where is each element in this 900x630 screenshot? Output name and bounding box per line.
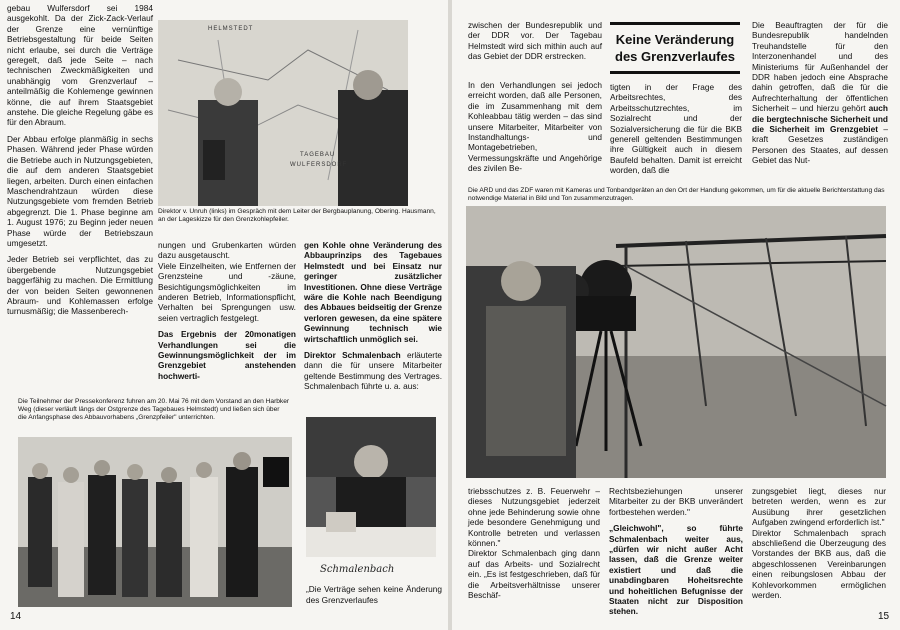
page-number-right: 15 (878, 611, 890, 622)
right-col3-paragraph (752, 20, 888, 166)
left-col1-paragraph-1: gebau Wulfersdorf sei 1984 ausgekohlt. Da der Zick-Zack-Verlauf der Grenze eine vernünftige Betriebsgestaltung für beide Seiten nicht erlaube, sei durch die Verträge geregelt, daß jede Seite – nach technischen Zweckmäßigkeiten und unabhängig vom Grenzverlauf – anteilmäßig die Kohlemenge gewinnen könne, die auf ihrem Staatsgebiet anstehe. Die gleiche Regelung gäbe es für den Abraum. (7, 3, 153, 128)
left-col3-rest: erläuterte dann die für unsere Mitarbeiter geltende Bestimmung des Vertrages. Schmalenbach führte u. a. aus: (304, 350, 442, 392)
left-col2-text: nungen und Grubenkarten würden dazu ausgetauscht. Viele Einzelheiten, wie Entfernen der Grenzsteine und -zäune, Besichtigungsmöglichkeiten im anderen Betrieb, Informationspflicht, Verhalten bei Sprengungen usw. seien vertraglich festgelegt. (158, 240, 296, 323)
left-col2-bold-text: Das Ergebnis der 20monatigen Verhandlungen sei die Gewinnungsmöglichkeit der im Grenzgebiet anstehenden hochwerti- (158, 329, 296, 381)
right-col3-and: – und hierzu gehört (788, 103, 869, 114)
left-column-2 (158, 240, 296, 400)
page-number-left: 14 (10, 611, 22, 622)
right-col1-mid: In den Verhandlungen sei jedoch erreicht worden, daß alle Personen, die im Zusammenhang mit dem Kohleabbau tätig werden – das sind unsere Mitarbeiter, Mitarbeiter von Instandhaltungs- und Montagebetrieben, Vermessungskräfte und Angehörige des zivilen Be- (468, 80, 602, 174)
camera-photo-caption: Die ARD und das ZDF waren mit Kameras und Tonbandgeräten an den Ort der Handlung gekommen, um für die aktuelle Berichterstattung das notwendige Material in Bild und Ton zusammenzutragen. (468, 187, 885, 202)
tv-camera-crew-photo (466, 206, 886, 478)
map-photo-caption: Direktor v. Unruh (links) im Gespräch mit dem Leiter der Bergbauplanung, Obering. Hausmann, an der Lageskizze für den Grenzkohlepfeiler. (158, 208, 436, 223)
map-label-tagebau: TAGEBAU (300, 152, 336, 158)
right-page (452, 0, 900, 630)
left-column-3 (304, 240, 442, 412)
map-label-helmstedt: HELMSTEDT (208, 26, 254, 32)
right-bottom-col2-bold: „Gleichwohl", so führte Schmalenbach weiter aus, „dürfen wir nicht außer Acht lassen, daß die Grenze weiter existiert und daß die unabdingbaren Hoheitsrechte und hoheitlichen Befugnisse der Staaten nicht zur Disposition stehen. (609, 523, 743, 617)
right-bottom-col3-text: zungsgebiet liegt, dieses nur betreten werden, wenn es zur Ausübung ihrer gesetzlichen Aufgaben zwingend erforderlich ist." Direktor Schmalenbach sprach abschließend die Überzeugung des Vorstandes der BKB aus, daß die abgeschlossenen Vereinbarungen einen reibungslosen Abbau der Kohlevorkommen ermöglichen werden. (752, 486, 886, 601)
right-bottom-col1 (468, 486, 600, 610)
handwritten-signature: Schmalenbach (320, 564, 395, 575)
right-col3 (752, 20, 888, 186)
left-col3-bold-text: gen Kohle ohne Veränderung des Abbauprinzips des Tagebaues Helmstedt und bei Einsatz nur geringer zusätzlicher Investitionen. Ohne diese Verträge wäre die Kohle nach Beendigung des Abbaues beidseitig der Grenze verloren gewesen, da eine spätere Gewinnung technisch wie wirtschaftlich unmöglich sei. (304, 240, 443, 344)
right-col3-tail: – kraft Gesetzes zuständigen Personen des Staates, auf dessen Gebiet das Nut- (752, 124, 888, 166)
right-bottom-col3 (752, 486, 886, 610)
right-bottom-col1-text: triebsschutzes z. B. Feuerwehr – dieses Nutzungsgebiet jederzeit ohne jede Behinderung sowie ohne jede besondere Genehmigung und Kontrolle betreten und verlassen können." Direktor Schmalenbach ging dann auf das Arbeits- und Sozialrecht ein. „Es ist festgeschrieben, daß für die Arbeitsverhältnisse unserer Beschäf- (468, 486, 600, 601)
schmalenbach-portrait-photo (306, 417, 436, 557)
right-bottom-col2-text: Rechtsbeziehungen unserer Mitarbeiter zu der BKB unverändert fortbestehen werden." (609, 486, 743, 517)
map-discussion-photo (158, 20, 408, 206)
left-page (0, 0, 448, 630)
map-label-wulfersdorf: WULFERSDORF (290, 162, 348, 168)
left-quote-start: „Die Verträge sehen keine Änderung des Grenzverlaufes (306, 584, 442, 605)
right-bottom-col2 (609, 486, 743, 617)
right-col3-bold: auch die bergtechnische Sicherheit und die Sicherheit im Grenzgebiet (752, 103, 888, 135)
left-column-1 (7, 3, 153, 397)
group-photo-caption: Die Teilnehmer der Pressekonferenz fuhren am 20. Mai 76 mit dem Vorstand an den Harbker Weg (dieser verläuft längs der Ostgrenze des Tagebaues Helmstedt) und ließen sich über die Anfangsphase des Abbauvorhabens „Grenzpfeiler" unterrichten. (18, 398, 290, 421)
left-col3-lead-name: Direktor Schmalenbach (304, 350, 401, 361)
right-col1-top: zwischen der Bundesrepublik und der DDR vor. Der Tagebau Helmstedt wird sich mithin auch auf das Gebiet der DDR erstrecken. (468, 20, 602, 62)
right-col2-text: tigten in der Frage des Arbeitsrechtes, des Arbeitsschutzrechtes, im Sozialrecht und der Sozialversicherung die für die BKB generell geltenden Bestimmungen ihre Gültigkeit auch in diesem Baufeld behalten. Damit ist erreicht worden, daß die (610, 82, 742, 176)
left-col1-paragraph-2: Der Abbau erfolge planmäßig in sechs Phasen. Während jeder Phase würden die Betriebe auch in Nutzungsgebieten, die auf dem anderen Staatsgebiet liegen, arbeiten. Durch einen einfachen Maschendrahtzaun würden diese Nutzungsgebiete vom fremden Betrieb abgegrenzt. Die 1. Phase beginne am 1. August 1976; zu Beginn jeder neuen Phase würde der Betriebszaun umgesetzt. (7, 133, 153, 248)
left-col3-paragraph (304, 350, 442, 392)
right-col3-normal: Die Beauftragten der für die Bundesrepublik handelnden Treuhandstelle für den Interzonenhandel und des Ministeriums für Außenhandel der DDR haben jedoch eine Absprache dahin getroffen, daß die für die Aufrechterhaltung der öffentlichen Sicherheit (752, 20, 888, 114)
section-headline: Keine Veränderung des Grenzverlaufes (610, 22, 740, 74)
press-group-photo (18, 437, 292, 607)
left-col1-paragraph-3: Jeder Betrieb sei verpflichtet, das zu übergebende Nutzungsgebiet baggerfähig zu machen. Die Ermittlung der von beiden Seiten gewonnenen Abraum- und Kohlemassen erfolge turnusmäßig; die Massenberech- (7, 254, 153, 317)
